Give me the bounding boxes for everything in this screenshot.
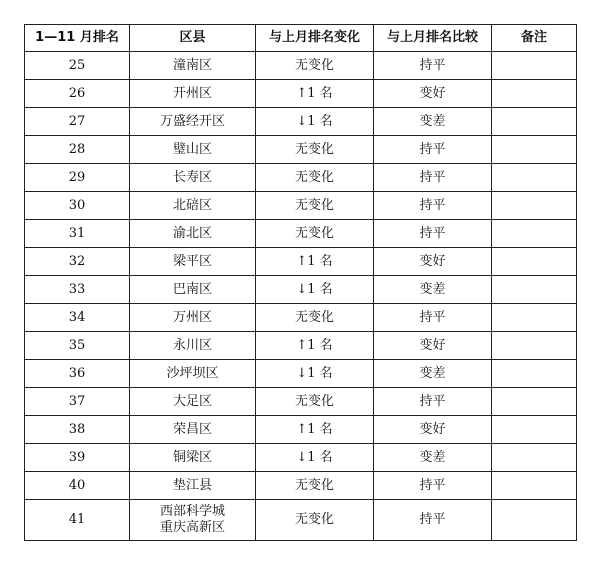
table-row bbox=[25, 304, 577, 332]
cell-note bbox=[492, 136, 577, 164]
cell-rank: 41 bbox=[25, 500, 130, 541]
cell-rank: 38 bbox=[25, 416, 130, 444]
table-header-row bbox=[25, 25, 577, 52]
cell-change: 无变化 bbox=[256, 220, 374, 248]
cell-district: 沙坪坝区 bbox=[130, 360, 256, 388]
cell-rank: 32 bbox=[25, 248, 130, 276]
cell-note bbox=[492, 192, 577, 220]
table-row bbox=[25, 360, 577, 388]
cell-rank: 28 bbox=[25, 136, 130, 164]
cell-district: 梁平区 bbox=[130, 248, 256, 276]
cell-district: 永川区 bbox=[130, 332, 256, 360]
cell-change: 无变化 bbox=[256, 304, 374, 332]
district-ranking-table bbox=[24, 24, 577, 541]
cell-compare: 变差 bbox=[374, 444, 492, 472]
cell-district: 大足区 bbox=[130, 388, 256, 416]
table-row bbox=[25, 52, 577, 80]
table-row bbox=[25, 136, 577, 164]
table-row bbox=[25, 108, 577, 136]
cell-compare: 变好 bbox=[374, 332, 492, 360]
cell-change: 无变化 bbox=[256, 52, 374, 80]
cell-change: ↓1 名 bbox=[256, 108, 374, 136]
cell-rank: 35 bbox=[25, 332, 130, 360]
cell-rank: 36 bbox=[25, 360, 130, 388]
cell-compare: 变差 bbox=[374, 360, 492, 388]
cell-rank: 40 bbox=[25, 472, 130, 500]
cell-district: 北碚区 bbox=[130, 192, 256, 220]
table-row-last bbox=[25, 500, 577, 541]
cell-change: ↑1 名 bbox=[256, 80, 374, 108]
table-row bbox=[25, 416, 577, 444]
table-row bbox=[25, 164, 577, 192]
cell-compare: 变差 bbox=[374, 276, 492, 304]
table-row bbox=[25, 388, 577, 416]
table-body bbox=[25, 52, 577, 541]
header-change: 与上月排名变化 bbox=[256, 25, 374, 52]
cell-rank: 25 bbox=[25, 52, 130, 80]
cell-change: ↓1 名 bbox=[256, 444, 374, 472]
cell-change: ↑1 名 bbox=[256, 332, 374, 360]
cell-rank: 30 bbox=[25, 192, 130, 220]
cell-rank: 37 bbox=[25, 388, 130, 416]
cell-note bbox=[492, 52, 577, 80]
header-compare: 与上月排名比较 bbox=[374, 25, 492, 52]
cell-note bbox=[492, 332, 577, 360]
cell-rank: 26 bbox=[25, 80, 130, 108]
cell-note bbox=[492, 416, 577, 444]
cell-change: 无变化 bbox=[256, 500, 374, 541]
cell-district: 万盛经开区 bbox=[130, 108, 256, 136]
cell-note bbox=[492, 164, 577, 192]
cell-change: 无变化 bbox=[256, 472, 374, 500]
table-row bbox=[25, 248, 577, 276]
table-row bbox=[25, 332, 577, 360]
header-rank: 1—11 月排名 bbox=[25, 25, 130, 52]
cell-compare: 变好 bbox=[374, 248, 492, 276]
cell-note bbox=[492, 472, 577, 500]
cell-change: 无变化 bbox=[256, 192, 374, 220]
table-row bbox=[25, 80, 577, 108]
cell-compare: 持平 bbox=[374, 220, 492, 248]
cell-district bbox=[130, 500, 256, 541]
table-row bbox=[25, 472, 577, 500]
header-district: 区县 bbox=[130, 25, 256, 52]
cell-compare: 变好 bbox=[374, 416, 492, 444]
cell-note bbox=[492, 220, 577, 248]
cell-compare: 持平 bbox=[374, 164, 492, 192]
cell-rank: 27 bbox=[25, 108, 130, 136]
cell-compare: 持平 bbox=[374, 136, 492, 164]
cell-rank: 31 bbox=[25, 220, 130, 248]
cell-note bbox=[492, 360, 577, 388]
cell-change: 无变化 bbox=[256, 164, 374, 192]
cell-district: 垫江县 bbox=[130, 472, 256, 500]
cell-compare: 持平 bbox=[374, 52, 492, 80]
cell-compare: 持平 bbox=[374, 500, 492, 541]
cell-note bbox=[492, 248, 577, 276]
cell-district: 铜梁区 bbox=[130, 444, 256, 472]
cell-district: 开州区 bbox=[130, 80, 256, 108]
cell-change: ↑1 名 bbox=[256, 416, 374, 444]
cell-note bbox=[492, 500, 577, 541]
cell-district-line-2: 重庆高新区 bbox=[159, 520, 225, 535]
cell-district: 巴南区 bbox=[130, 276, 256, 304]
header-note: 备注 bbox=[492, 25, 577, 52]
table-row bbox=[25, 192, 577, 220]
cell-compare: 持平 bbox=[374, 388, 492, 416]
cell-rank: 33 bbox=[25, 276, 130, 304]
cell-compare: 变差 bbox=[374, 108, 492, 136]
cell-change: ↑1 名 bbox=[256, 248, 374, 276]
cell-district: 荣昌区 bbox=[130, 416, 256, 444]
table-row bbox=[25, 444, 577, 472]
cell-district: 长寿区 bbox=[130, 164, 256, 192]
cell-compare: 变好 bbox=[374, 80, 492, 108]
cell-district: 潼南区 bbox=[130, 52, 256, 80]
cell-compare: 持平 bbox=[374, 192, 492, 220]
cell-note bbox=[492, 276, 577, 304]
cell-note bbox=[492, 388, 577, 416]
cell-district: 万州区 bbox=[130, 304, 256, 332]
cell-note bbox=[492, 444, 577, 472]
cell-change: ↓1 名 bbox=[256, 360, 374, 388]
cell-rank: 39 bbox=[25, 444, 130, 472]
cell-change: ↓1 名 bbox=[256, 276, 374, 304]
cell-rank: 29 bbox=[25, 164, 130, 192]
cell-change: 无变化 bbox=[256, 136, 374, 164]
cell-note bbox=[492, 108, 577, 136]
cell-rank: 34 bbox=[25, 304, 130, 332]
cell-district: 璧山区 bbox=[130, 136, 256, 164]
cell-note bbox=[492, 80, 577, 108]
table-row bbox=[25, 220, 577, 248]
cell-district: 渝北区 bbox=[130, 220, 256, 248]
cell-note bbox=[492, 304, 577, 332]
cell-compare: 持平 bbox=[374, 304, 492, 332]
table-row bbox=[25, 276, 577, 304]
cell-district-line-1: 西部科学城 bbox=[159, 504, 225, 519]
cell-change: 无变化 bbox=[256, 388, 374, 416]
cell-compare: 持平 bbox=[374, 472, 492, 500]
